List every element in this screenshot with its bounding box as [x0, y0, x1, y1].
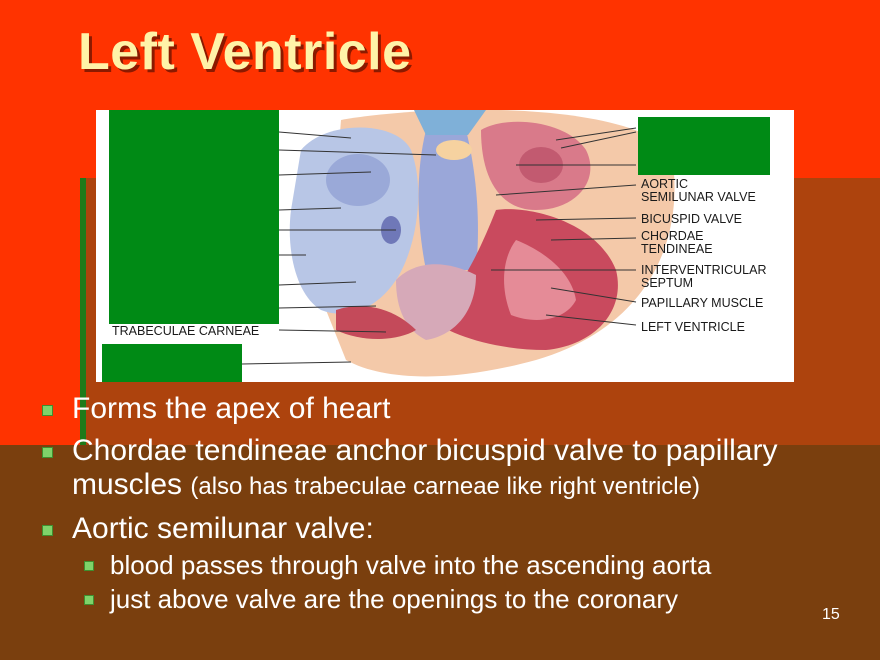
label-papillary-muscle: PAPILLARY MUSCLE: [641, 296, 764, 310]
label-aortic-semilunar-valve: AORTIC SEMILUNAR VALVE: [641, 177, 756, 204]
cover-box-top-right: [638, 117, 770, 175]
bullet-item: [40, 434, 840, 504]
square-bullet-icon: [42, 405, 53, 416]
label-trabeculae-carneae: TRABECULAE CARNEAE: [112, 324, 260, 338]
bullet-item: [40, 512, 840, 546]
label-left-ventricle: LEFT VENTRICLE: [641, 320, 745, 334]
slide-title: Left Ventricle: [78, 23, 412, 81]
cover-box-left: [109, 110, 279, 324]
bullet-text: Forms the apex of heart: [72, 392, 391, 425]
cover-box-bottom-left: [102, 344, 242, 382]
sub-bullet-item: [40, 584, 840, 614]
label-chordae-tendineae: CHORDAE TENDINEAE: [641, 229, 713, 256]
bullet-text: Aortic semilunar valve:: [72, 512, 374, 545]
bullet-text: Chordae tendineae anchor bicuspid valve to papillary muscles: [72, 434, 778, 501]
vena-cava-opening: [326, 154, 390, 206]
page-number: 15: [822, 606, 840, 623]
bullet-item: [40, 392, 840, 426]
square-bullet-icon: [84, 595, 94, 605]
sub-bullet-item: [40, 550, 840, 580]
bullet-list: [40, 392, 840, 614]
sub-bullet-text: just above valve are the openings to the coronary: [110, 584, 679, 614]
sub-bullet-text: blood passes through valve into the ascending aorta: [110, 550, 712, 580]
square-bullet-icon: [42, 525, 53, 536]
bullet-text-small: (also has trabeculae carneae like right ventricle): [190, 473, 700, 500]
square-bullet-icon: [84, 561, 94, 571]
heart-diagram: [96, 110, 794, 382]
label-bicuspid-valve: BICUSPID VALVE: [641, 212, 742, 226]
square-bullet-icon: [42, 447, 53, 458]
fat-pad: [436, 140, 472, 160]
label-interventricular-septum: INTERVENTRICULAR SEPTUM: [641, 263, 767, 290]
